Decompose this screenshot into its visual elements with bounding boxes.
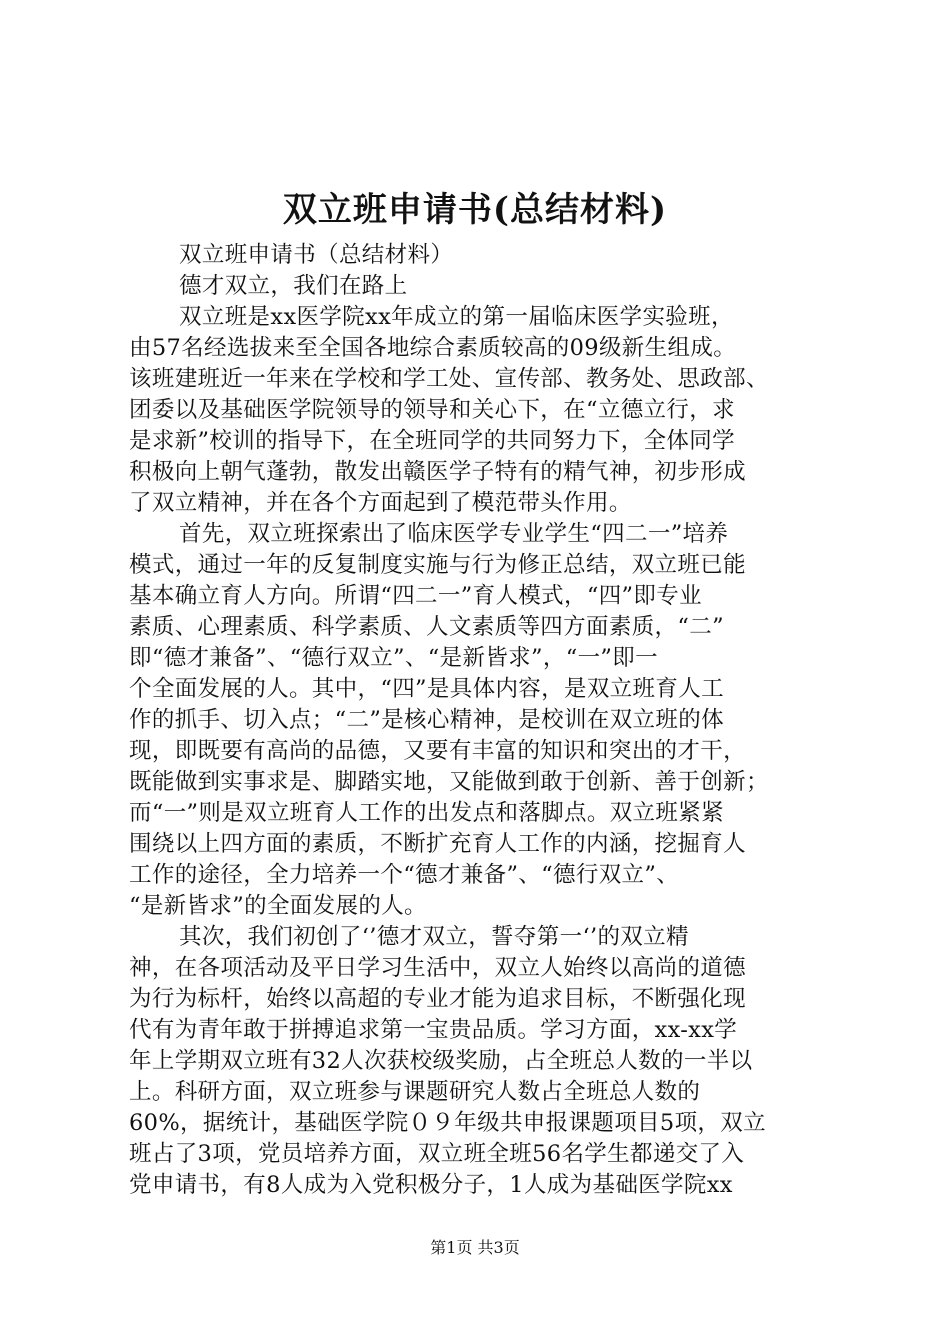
- body-line: 该班建班近一年来在学校和学工处、宣传部、教务处、思政部、: [129, 366, 769, 392]
- body-line: 而“一”则是双立班育人工作的出发点和落脚点。双立班紧紧: [129, 800, 724, 826]
- body-line: 其次，我们初创了‘’德才双立，誓夺第一‘’的双立精: [179, 924, 689, 950]
- body-line: 由57名经选拔来至全国各地综合素质较高的09级新生组成。: [129, 335, 737, 361]
- body-line: 积极向上朝气蓬勃，散发出赣医学子特有的精气神，初步形成: [129, 459, 746, 485]
- body-line: 双立班是xx医学院xx年成立的第一届临床医学实验班，: [179, 304, 734, 330]
- body-line: 个全面发展的人。其中，“四”是具体内容，是双立班育人工: [129, 676, 724, 702]
- body-line: 首先，双立班探索出了临床医学专业学生“四二一”培养: [179, 521, 729, 547]
- document-title: 双立班申请书(总结材料): [282, 190, 668, 230]
- body-line: 神，在各项活动及平日学习生活中，双立人始终以高尚的道德: [129, 955, 746, 981]
- document-body: [129, 240, 829, 1201]
- body-line: 既能做到实事求是、脚踏实地，又能做到敢于创新、善于创新；: [129, 769, 769, 795]
- body-line: 是求新”校训的指导下，在全班同学的共同努力下，全体同学: [129, 428, 735, 454]
- body-line: 上。科研方面，双立班参与课题研究人数占全班总人数的: [129, 1079, 701, 1105]
- body-line: 素质、心理素质、科学素质、人文素质等四方面素质，“二”: [129, 614, 724, 640]
- body-line: “是新皆求”的全面发展的人。: [129, 893, 427, 919]
- body-line: 模式，通过一年的反复制度实施与行为修正总结，双立班已能: [129, 552, 746, 578]
- body-line: 围绕以上四方面的素质，不断扩充育人工作的内涵，挖掘育人: [129, 831, 746, 857]
- page-footer: 第1页 共3页: [430, 1238, 520, 1257]
- body-line: 作的抓手、切入点；“二”是核心精神，是校训在双立班的体: [129, 707, 724, 733]
- body-line: 双立班申请书（总结材料）: [179, 242, 454, 268]
- body-line: 即“德才兼备”、“德行双立”、“是新皆求”，“一”即一: [129, 645, 658, 671]
- body-line: 团委以及基础医学院领导的领导和关心下，在“立德立行，求: [129, 397, 735, 423]
- body-line: 现，即既要有高尚的品德，又要有丰富的知识和突出的才干，: [129, 738, 746, 764]
- body-line: 60%，据统计，基础医学院０９年级共申报课题项目5项，双立: [129, 1110, 766, 1136]
- body-line: 了双立精神，并在各个方面起到了模范带头作用。: [129, 490, 632, 516]
- body-line: 代有为青年敢于拼搏追求第一宝贵品质。学习方面，xx-xx学: [129, 1017, 738, 1043]
- body-line: 班占了3项，党员培养方面，双立班全班56名学生都递交了入: [129, 1141, 745, 1167]
- body-line: 基本确立育人方向。所谓“四二一”育人模式，“四”即专业: [129, 583, 702, 609]
- body-line: 德才双立，我们在路上: [179, 273, 408, 299]
- body-line: 为行为标杆，始终以高超的专业才能为追求目标，不断强化现: [129, 986, 746, 1012]
- body-line: 工作的途径，全力培养一个“德才兼备”、“德行双立”、: [129, 862, 680, 888]
- body-line: 党申请书，有8人成为入党积极分子，1人成为基础医学院xx: [129, 1172, 733, 1198]
- body-line: 年上学期双立班有32人次获校级奖励，占全班总人数的一半以: [129, 1048, 753, 1074]
